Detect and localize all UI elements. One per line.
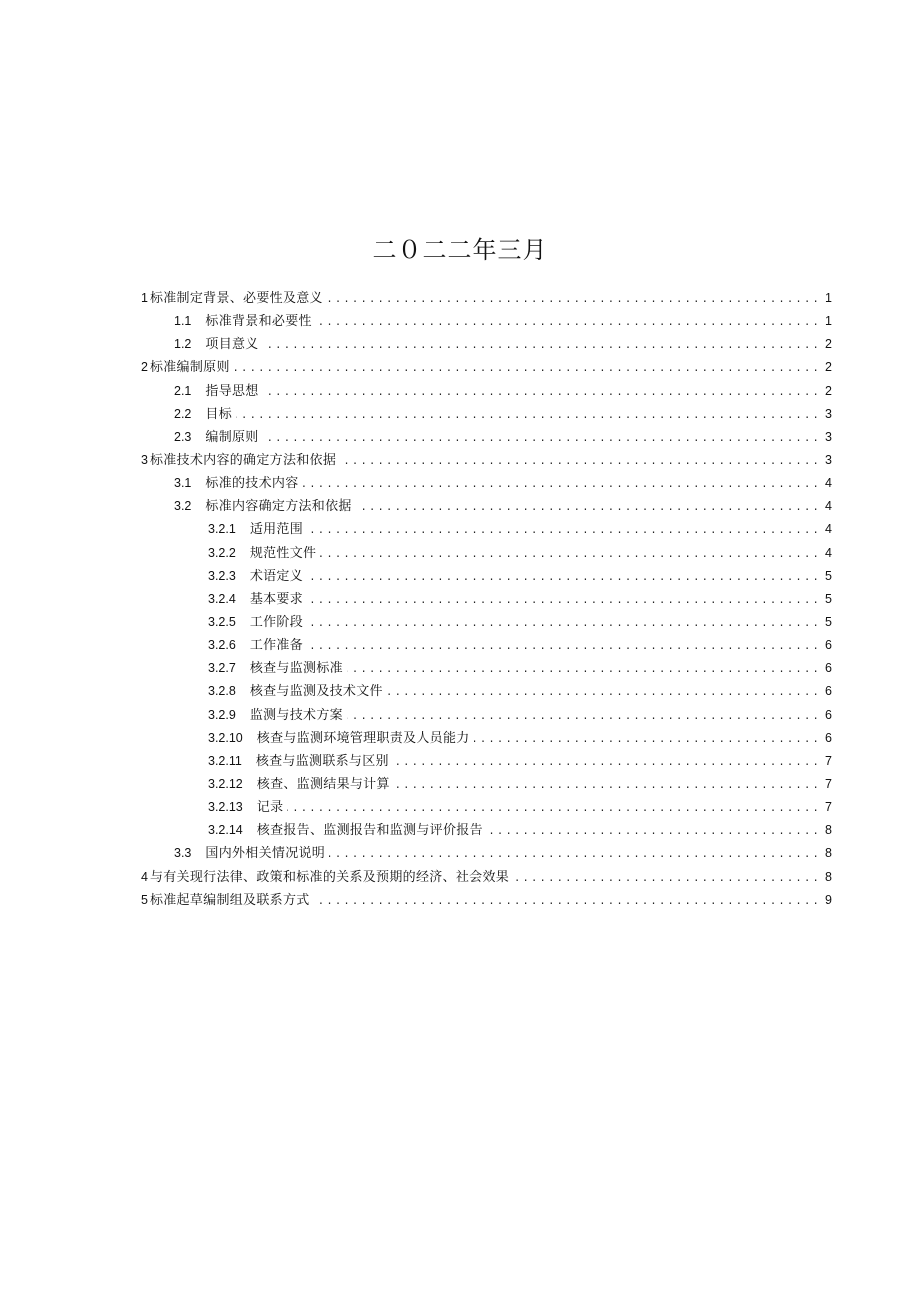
toc-entry[interactable] [208, 819, 920, 842]
toc-entry[interactable] [174, 310, 920, 333]
toc-entry[interactable] [208, 611, 920, 634]
toc-entry-page: 1 [825, 314, 832, 329]
toc-entry[interactable] [174, 403, 920, 426]
toc-entry[interactable] [208, 634, 920, 657]
toc-entry-page: 3 [825, 453, 832, 468]
toc-leader-dots [303, 472, 819, 495]
toc-entry-number: 3.2.12 [208, 777, 243, 792]
toc-entry[interactable] [141, 866, 920, 889]
toc-entry[interactable] [208, 796, 920, 819]
toc-leader-dots [307, 588, 818, 611]
toc-leader-dots [340, 449, 818, 472]
toc-leader-dots [314, 889, 818, 912]
toc-entry-number: 3.2.4 [208, 591, 236, 606]
toc-entry-page: 9 [825, 892, 832, 907]
toc-entry-number: 1.1 [174, 314, 192, 329]
toc-entry-page: 6 [825, 707, 832, 722]
toc-leader-dots [307, 634, 818, 657]
toc-leader-dots [387, 680, 818, 703]
toc-entry-number: 3.3 [174, 846, 192, 861]
toc-entry-number: 3.2.13 [208, 800, 243, 815]
toc-entry[interactable] [141, 356, 920, 379]
toc-leader-dots [316, 310, 818, 333]
toc-leader-dots [307, 518, 818, 541]
toc-leader-dots [287, 796, 818, 819]
toc-entry-page: 4 [825, 499, 832, 514]
toc-entry[interactable] [208, 565, 920, 588]
toc-entry[interactable] [174, 495, 920, 518]
toc-leader-dots [263, 333, 818, 356]
toc-entry-page: 5 [825, 591, 832, 606]
toc-entry-title: 工作阶段 [249, 615, 304, 631]
toc-entry-number: 3.2.2 [208, 545, 236, 560]
toc-entry-number: 4 [141, 869, 148, 884]
toc-entry-title: 核查与监测标准 [249, 661, 343, 677]
toc-entry-title: 指导思想 [205, 383, 259, 399]
toc-entry-page: 3 [825, 406, 832, 421]
toc-leader-dots [356, 495, 818, 518]
toc-entry-title: 监测与技术方案 [249, 707, 343, 723]
toc-entry-number: 3.2.3 [208, 568, 236, 583]
toc-entry-page: 6 [825, 730, 832, 745]
toc-entry[interactable] [174, 472, 920, 495]
toc-entry-number: 3.2.1 [208, 522, 236, 537]
toc-entry-page: 8 [825, 846, 832, 861]
toc-entry-page: 6 [825, 661, 832, 676]
toc-entry[interactable] [141, 889, 920, 912]
toc-entry[interactable] [208, 727, 920, 750]
toc-entry-page: 2 [825, 337, 832, 352]
toc-entry-page: 7 [825, 800, 832, 815]
toc-entry-number: 2.3 [174, 429, 192, 444]
toc-entry-page: 6 [825, 684, 832, 699]
toc-entry-title: 核查与监测环境管理职责及人员能力 [256, 730, 470, 746]
toc-entry[interactable] [208, 750, 920, 773]
toc-entry[interactable] [141, 449, 920, 472]
toc-leader-dots [263, 380, 818, 403]
toc-entry-number: 2.2 [174, 406, 192, 421]
toc-leader-dots [329, 842, 818, 865]
toc-entry-title: 标准起草编制组及联系方式 [149, 892, 310, 908]
toc-entry-page: 5 [825, 615, 832, 630]
toc-entry[interactable] [208, 518, 920, 541]
toc-entry[interactable] [208, 704, 920, 727]
toc-leader-dots [347, 704, 818, 727]
toc-entry-title: 项目意义 [205, 337, 259, 353]
toc-entry-number: 3.2.14 [208, 823, 243, 838]
toc-leader-dots [513, 866, 818, 889]
toc-entry-title: 规范性文件 [249, 545, 317, 561]
toc-entry-number: 3.2.7 [208, 661, 236, 676]
toc-entry-page: 3 [825, 429, 832, 444]
toc-entry-page: 1 [825, 291, 832, 306]
toc-entry-page: 2 [825, 360, 832, 375]
toc-entry-title: 标准内容确定方法和依据 [205, 499, 352, 515]
toc-entry-number: 3.1 [174, 476, 192, 491]
toc-entry[interactable] [174, 426, 920, 449]
toc-entry-title: 与有关现行法律、政策和标准的关系及预期的经济、社会效果 [149, 869, 510, 885]
toc-entry-title: 工作准备 [249, 638, 304, 654]
toc-entry-title: 标准技术内容的确定方法和依据 [149, 453, 337, 469]
toc-entry-page: 2 [825, 383, 832, 398]
toc-entry-number: 3.2.5 [208, 615, 236, 630]
toc-entry[interactable] [208, 542, 920, 565]
toc-entry-title: 核查与监测联系与区别 [255, 753, 389, 769]
toc-entry-title: 核查、监测结果与计算 [256, 777, 390, 793]
toc-entry-page: 6 [825, 638, 832, 653]
table-of-contents [0, 287, 920, 912]
toc-entry[interactable] [208, 588, 920, 611]
toc-entry-page: 7 [825, 777, 832, 792]
toc-leader-dots [487, 819, 818, 842]
toc-entry[interactable] [174, 333, 920, 356]
toc-leader-dots [347, 657, 818, 680]
toc-entry-title: 目标 [205, 406, 232, 422]
toc-entry-title: 核查报告、监测报告和监测与评价报告 [256, 823, 483, 839]
toc-entry-number: 1 [141, 291, 148, 306]
toc-entry-number: 5 [141, 892, 148, 907]
toc-entry-page: 5 [825, 568, 832, 583]
toc-entry-page: 7 [825, 753, 832, 768]
toc-entry[interactable] [208, 680, 920, 703]
toc-entry[interactable] [208, 657, 920, 680]
toc-entry-number: 1.2 [174, 337, 192, 352]
toc-entry-number: 2.1 [174, 383, 192, 398]
toc-leader-dots [474, 727, 818, 750]
toc-leader-dots [394, 773, 818, 796]
toc-leader-dots [393, 750, 818, 773]
toc-entry-number: 3.2.10 [208, 730, 243, 745]
toc-entry-title: 核查与监测及技术文件 [249, 684, 383, 700]
date-title: 二０二二年三月 [372, 236, 548, 264]
toc-entry-number: 3.2.8 [208, 684, 236, 699]
toc-entry-page: 4 [825, 545, 832, 560]
toc-entry-number: 3.2.6 [208, 638, 236, 653]
toc-leader-dots [234, 356, 818, 379]
toc-entry-number: 3 [141, 453, 148, 468]
toc-entry-title: 适用范围 [249, 522, 304, 538]
toc-leader-dots [236, 403, 818, 426]
toc-leader-dots [307, 611, 818, 634]
toc-entry-page: 4 [825, 476, 832, 491]
toc-entry-title: 标准的技术内容 [205, 476, 299, 492]
toc-entry-title: 标准背景和必要性 [205, 314, 312, 330]
toc-entry-title: 编制原则 [205, 429, 259, 445]
toc-entry[interactable] [208, 773, 920, 796]
toc-leader-dots [320, 542, 818, 565]
toc-entry-number: 2 [141, 360, 148, 375]
toc-entry-number: 3.2.9 [208, 707, 236, 722]
toc-entry-title: 术语定义 [249, 568, 304, 584]
toc-entry-title: 标准制定背景、必要性及意义 [149, 291, 323, 307]
toc-entry-number: 3.2 [174, 499, 192, 514]
toc-entry-page: 8 [825, 823, 832, 838]
toc-entry-title: 标准编制原则 [149, 360, 230, 376]
toc-entry[interactable] [174, 842, 920, 865]
toc-entry-title: 基本要求 [249, 591, 304, 607]
toc-entry[interactable] [141, 287, 920, 310]
toc-entry-page: 4 [825, 522, 832, 537]
toc-entry-title: 国内外相关情况说明 [205, 846, 326, 862]
toc-entry-number: 3.2.11 [208, 753, 242, 768]
toc-entry[interactable] [174, 380, 920, 403]
toc-entry-title: 记录 [256, 800, 284, 816]
toc-entry-page: 8 [825, 869, 832, 884]
toc-leader-dots [263, 426, 818, 449]
toc-leader-dots [327, 287, 818, 310]
toc-leader-dots [307, 565, 818, 588]
